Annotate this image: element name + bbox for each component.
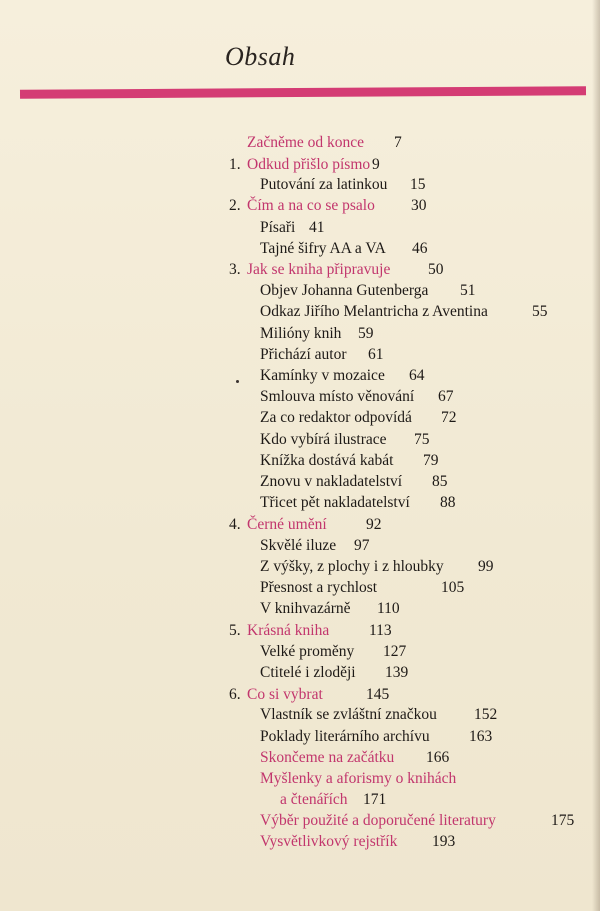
toc-entry-title: Kdo vybírá ilustrace bbox=[260, 431, 387, 448]
toc-page-number: 163 bbox=[469, 728, 493, 745]
chapter-number: 1. bbox=[229, 156, 241, 173]
toc-entry-title: Přesnost a rychlost bbox=[260, 579, 378, 596]
toc-entry-title: Písaři bbox=[260, 219, 296, 236]
chapter-number: 5. bbox=[229, 622, 241, 639]
toc-page-number: 99 bbox=[478, 558, 494, 575]
chapter-number: 6. bbox=[229, 686, 241, 703]
toc-page-number: 41 bbox=[309, 219, 325, 236]
toc-entry-title: Odkud přišlo písmo bbox=[247, 156, 371, 173]
toc-page-number: 110 bbox=[377, 600, 400, 617]
toc-entry-title: Černé umění bbox=[247, 516, 327, 533]
toc-page-number: 67 bbox=[438, 388, 454, 405]
toc-page-number: 139 bbox=[385, 664, 409, 681]
toc-page-number: 61 bbox=[368, 346, 384, 363]
toc-page-number: 113 bbox=[369, 622, 392, 639]
page-title: Obsah bbox=[225, 42, 296, 71]
toc-page-number: 152 bbox=[474, 706, 498, 723]
toc-entry-title: Přichází autor bbox=[260, 346, 347, 363]
toc-entry-title: Smlouva místo věnování bbox=[260, 388, 415, 405]
toc-entry-title: Kamínky v mozaice bbox=[260, 367, 385, 384]
toc-page-number: 50 bbox=[428, 261, 444, 278]
toc-page-number: 171 bbox=[363, 791, 387, 808]
toc-page-number: 9 bbox=[372, 156, 380, 173]
toc-page-number: 88 bbox=[440, 494, 456, 511]
toc-entry-title: Za co redaktor odpovídá bbox=[260, 409, 412, 426]
toc-page-number: 79 bbox=[423, 452, 439, 469]
toc-entry-title: Skvělé iluze bbox=[260, 537, 337, 554]
toc-entry-title: Třicet pět nakladatelství bbox=[260, 494, 410, 511]
toc-page-number: 193 bbox=[432, 833, 456, 850]
toc-page-number: 175 bbox=[551, 812, 575, 829]
toc-page-number: 75 bbox=[414, 431, 430, 448]
toc-entry-title: Co si vybrat bbox=[247, 686, 323, 703]
toc-page-number: 59 bbox=[358, 325, 374, 342]
toc-entry-title: Milióny knih bbox=[260, 325, 342, 342]
toc-entry-title: Knížka dostává kabát bbox=[260, 452, 394, 469]
toc-page-number: 97 bbox=[354, 537, 370, 554]
toc-entry-title: Objev Johanna Gutenberga bbox=[260, 282, 429, 299]
toc-page-number: 92 bbox=[366, 516, 382, 533]
toc-page-number: 72 bbox=[441, 409, 457, 426]
chapter-number: 3. bbox=[229, 261, 241, 278]
toc-page-number: 7 bbox=[394, 134, 402, 151]
toc-entry-title: V knihvazárně bbox=[260, 600, 351, 617]
toc-page-number: 127 bbox=[383, 643, 407, 660]
toc-page-number: 30 bbox=[411, 197, 427, 214]
toc-entry-title: a čtenářích bbox=[280, 791, 348, 808]
toc-entry-title: Výběr použité a doporučené literatury bbox=[260, 812, 496, 829]
toc-page-number: 51 bbox=[460, 282, 476, 299]
toc-entry-title: Odkaz Jiřího Melantricha z Aventina bbox=[260, 303, 488, 320]
page-edge-shadow bbox=[592, 0, 600, 911]
toc-page-number: 105 bbox=[441, 579, 465, 596]
toc-entry-title: Jak se kniha připravuje bbox=[247, 261, 391, 278]
toc-entry-title: Skončeme na začátku bbox=[260, 749, 395, 766]
toc-entry-title: Krásná kniha bbox=[247, 622, 330, 639]
toc-entry-title: Čím a na co se psalo bbox=[247, 197, 375, 214]
toc-page-number: 145 bbox=[366, 686, 390, 703]
chapter-number: 2. bbox=[229, 197, 241, 214]
toc-entry-title: Tajné šifry AA a VA bbox=[260, 240, 386, 257]
toc-entry-title: Poklady literárního archívu bbox=[260, 728, 430, 745]
toc-page-number: 166 bbox=[426, 749, 450, 766]
chapter-number: 4. bbox=[229, 516, 241, 533]
toc-entry-title: Vysvětlivkový rejstřík bbox=[260, 833, 398, 850]
toc-page-number: 55 bbox=[532, 303, 548, 320]
toc-entry-title: Z výšky, z plochy i z hloubky bbox=[260, 558, 444, 575]
toc-entry-title: Znovu v nakladatelství bbox=[260, 473, 403, 490]
toc-entry-title: Vlastník se zvláštní značkou bbox=[260, 706, 437, 723]
toc-page-number: 64 bbox=[409, 367, 425, 384]
toc-entry-title: Myšlenky a aforismy o knihách bbox=[260, 770, 457, 787]
toc-entry-title: Ctitelé i zloději bbox=[260, 664, 356, 681]
toc-entry-title: Putování za latinkou bbox=[260, 176, 388, 193]
toc-page-number: 85 bbox=[432, 473, 448, 490]
toc-page-number: 46 bbox=[412, 240, 428, 257]
toc-entry-title: Velké proměny bbox=[260, 643, 355, 660]
toc-entry-title: Začněme od konce bbox=[247, 134, 365, 151]
toc-page-number: 15 bbox=[410, 176, 426, 193]
